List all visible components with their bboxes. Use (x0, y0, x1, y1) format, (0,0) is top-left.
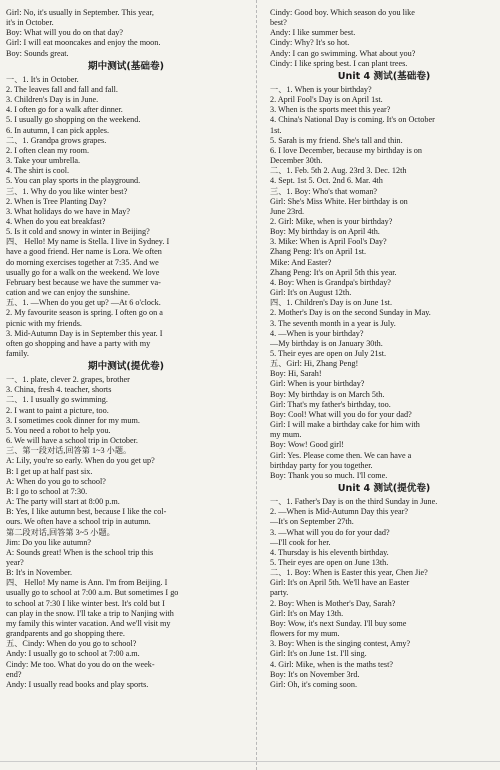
text-line: 三、1. Boy: Who's that woman? (270, 186, 378, 196)
text-line: 四、1. Children's Day is on June 1st. (270, 298, 393, 308)
text-line: to school at 7:30 I like winter best. It's cold but I (6, 598, 165, 608)
text-line: December 30th. (270, 156, 323, 166)
text-line: 4. I often go for a walk after dinner. (6, 105, 123, 115)
text-line: Boy: It's on November 3rd. (270, 669, 360, 679)
text-line: Boy: My birthday is on March 5th. (270, 389, 385, 399)
text-line: 3. Mid-Autumn Day is in September this year. I (6, 328, 163, 338)
text-line: 三、1. Why do you like winter best? (6, 186, 128, 196)
text-line: 1st. (270, 125, 282, 135)
text-line: Boy: What will you do on that day? (6, 28, 123, 38)
text-line: Girl: Oh, it's coming soon. (270, 679, 357, 689)
text-line: 2. The leaves fall and fall and fall. (6, 84, 118, 94)
text-line: 3. The seventh month in a year is July. (270, 318, 396, 328)
text-line: family. (6, 349, 29, 358)
text-line: 3. —What will you do for your dad? (270, 527, 390, 537)
text-line: Cindy: Why? It's so hot. (270, 38, 350, 48)
text-line: 3. I sometimes cook dinner for my mum. (6, 415, 140, 425)
text-line: B: Yes, I like autumn best, because I like the col- (6, 507, 167, 517)
text-line: Girl: It's on June 1st. I'll sing. (270, 649, 367, 659)
text-line: 5. You need a robot to help you. (6, 425, 111, 435)
text-line: 4. Thursday is his eleventh birthday. (270, 547, 389, 557)
text-line: 四、 Hello! My name is Ann. I'm from Beijing. I (6, 578, 168, 588)
text-line: picnic with my friends. (6, 318, 82, 328)
text-line: Cindy: Me too. What do you do on the week- (6, 659, 155, 669)
text-line: end? (6, 669, 22, 679)
text-line: Andy: I like summer best. (270, 28, 356, 38)
text-line: B: I go to school at 7:30. (6, 486, 88, 496)
text-line: 3. Mike: When is April Fool's Day? (270, 237, 387, 247)
text-line: best? (270, 18, 287, 28)
text-line: 3. When is the sports meet this year? (270, 105, 391, 115)
text-line: 二、1. I usually go swimming. (6, 395, 108, 405)
text-line: 5. Sarah is my friend. She's tall and thin. (270, 135, 403, 145)
text-line: 三、第一段对话,回答第 1~3 小题。 (6, 446, 132, 456)
text-line: —My birthday is on January 30th. (270, 338, 383, 348)
text-line: birthday party for you together. (270, 460, 373, 470)
text-line: 3. Boy: When is the singing contest, Amy? (270, 639, 411, 649)
text-line: Girl: It's on May 13th. (270, 608, 344, 618)
text-line: 4. Girl: Mike, when is the maths test? (270, 659, 394, 669)
text-line: can play in the snow. I'll take a trip to Nanjing with (6, 608, 174, 618)
text-line: Girl: I will eat mooncakes and enjoy the moon. (6, 38, 161, 48)
text-line: 4. Sept. 1st 5. Oct. 2nd 6. Mar. 4th (270, 176, 383, 186)
text-line: A: Sounds great! When is the school trip this (6, 547, 154, 557)
text-line: Boy: My birthday is on April 4th. (270, 227, 380, 237)
text-line: Jim: Do you like autumn? (6, 537, 92, 547)
text-line: 3. China, fresh 4. teacher, shorts (6, 385, 112, 395)
text-line: A: The party will start at 8:00 p.m. (6, 497, 120, 507)
text-line: it's in October. (6, 18, 54, 28)
section-heading: 期中测试(提优卷) (88, 361, 164, 373)
text-line: often go shopping and have a party with my (6, 338, 151, 348)
text-line: 3. Take your umbrella. (6, 156, 81, 166)
text-line: 5. You can play sports in the playground. (6, 176, 141, 186)
text-line: 二、1. Boy: When is Easter this year, Chen Jie? (270, 568, 428, 578)
section-heading: Unit 4 测试(提优卷) (337, 483, 431, 495)
text-line: 2. —When is Mid-Autumn Day this year? (270, 507, 409, 517)
text-line: 2. My favourite season is spring. I often go on a (6, 308, 163, 318)
text-line: Boy: Cool! What will you do for your dad? (270, 409, 412, 419)
text-line: cation and we can enjoy the sunshine. (6, 288, 130, 298)
text-line: ours. We often have a school trip in autumn. (6, 517, 151, 527)
text-line: 2. Boy: When is Mother's Day, Sarah? (270, 598, 396, 608)
text-line: 5. I usually go shopping on the weekend. (6, 115, 141, 125)
text-line: 2. April Fool's Day is on April 1st. (270, 95, 383, 105)
text-line: Boy: Thank you so much. I'll come. (270, 470, 388, 480)
text-line: my mum. (270, 430, 302, 440)
page-footer-edge (0, 761, 500, 770)
text-line: Girl: When is your birthday? (270, 379, 365, 389)
text-line: Andy: I can go swimming. What about you? (270, 48, 416, 58)
text-line: Boy: Wow, it's next Sunday. I'll buy some (270, 618, 407, 628)
text-line: B: It's in November. (6, 568, 73, 578)
text-line: 二、1. Grandpa grows grapes. (6, 135, 107, 145)
text-line: usually go to school at 7:00 a.m. But sometimes I go (6, 588, 179, 598)
text-line: —It's on September 27th. (270, 517, 354, 527)
text-line: Boy: Wow! Good girl! (270, 440, 345, 450)
text-line: 2. When is Tree Planting Day? (6, 196, 107, 206)
text-line: A: When do you go to school? (6, 476, 106, 486)
text-line: 一、1. Father's Day is on the third Sunday in June. (270, 497, 438, 507)
text-line: grandparents and go shopping there. (6, 629, 125, 639)
text-line: 2. Mother's Day is on the second Sunday in May. (270, 308, 431, 318)
text-line: Girl: I will make a birthday cake for him with (270, 420, 420, 430)
column-divider (256, 0, 257, 770)
text-line: 5. Their eyes are open on July 21st. (270, 349, 387, 358)
text-line: 一、1. When is your birthday? (270, 84, 372, 94)
text-line: Girl: That's my father's birthday, too. (270, 399, 391, 409)
text-line: Boy: Sounds great. (6, 48, 69, 58)
text-line: 3. What holidays do we have in May? (6, 206, 130, 216)
text-line: my family this winter vacation. And we'll visit my (6, 618, 171, 628)
text-line: 3. Children's Day is in June. (6, 95, 99, 105)
text-line: 5. Their eyes are open on June 13th. (270, 557, 389, 567)
text-line: 一、1. It's in October. (6, 74, 79, 84)
text-line: 4. —When is your birthday? (270, 328, 364, 338)
text-line: Boy: Hi, Sarah! (270, 369, 322, 379)
text-line: Girl: Yes. Please come then. We can have a (270, 450, 412, 460)
text-line: A: Lily, you're so early. When do you get up? (6, 456, 155, 466)
text-line: B: I get up at half past six. (6, 466, 93, 476)
text-line: June 23rd. (270, 206, 305, 216)
text-line: 4. When do you eat breakfast? (6, 216, 106, 226)
text-line: 一、1. plate, clever 2. grapes, brother (6, 375, 130, 385)
text-line: February best because we have the summer va- (6, 277, 161, 287)
text-line: 4. Boy: When is Grandpa's birthday? (270, 277, 391, 287)
text-line: 五、1. —When do you get up? —At 6 o'clock. (6, 298, 161, 308)
text-line: 6. In autumn, I can pick apples. (6, 125, 109, 135)
text-line: Mike: And Easter? (270, 257, 332, 267)
text-line: 2. Girl: Mike, when is your birthday? (270, 216, 393, 226)
text-line: Girl: It's on April 5th. We'll have an Easter (270, 578, 410, 588)
text-line: 二、1. Feb. 5th 2. Aug. 23rd 3. Dec. 12th (270, 166, 407, 176)
text-line: Cindy: Good boy. Which season do you like (270, 8, 415, 17)
text-line: 4. China's National Day is coming. It's on October (270, 115, 435, 125)
text-line: Cindy: I like spring best. I can plant trees. (270, 58, 408, 68)
right-column (270, 8, 498, 690)
left-column (6, 8, 246, 690)
text-line: 五、Cindy: When do you go to school? (6, 639, 137, 649)
text-line: 四、 Hello! My name is Stella. I live in Sydney. I (6, 237, 170, 247)
text-line: Andy: I usually go to school at 7:00 a.m. (6, 649, 140, 659)
text-line: 5. Is it cold and snowy in winter in Beijing? (6, 227, 150, 237)
text-line: 2. I want to paint a picture, too. (6, 405, 109, 415)
text-line: flowers for my mum. (270, 629, 340, 639)
text-line: 五、Girl: Hi, Zhang Peng! (270, 359, 359, 369)
text-line: Zhang Peng: It's on April 5th this year. (270, 267, 397, 277)
section-heading: 期中测试(基础卷) (88, 60, 164, 72)
text-line: 4. The shirt is cool. (6, 166, 70, 176)
text-line: Girl: No, it's usually in September. This year, (6, 8, 154, 17)
text-line: 第二段对话,回答第 3~5 小题。 (6, 527, 115, 537)
section-heading: Unit 4 测试(基础卷) (337, 70, 431, 82)
text-line: 2. I often clean my room. (6, 145, 89, 155)
text-line: —I'll cook for her. (270, 537, 331, 547)
text-line: Zhang Peng: It's on April 1st. (270, 247, 367, 257)
text-line: Girl: It's on August 12th. (270, 288, 352, 298)
text-line: have a good friend. Her name is Lora. We often (6, 247, 162, 257)
text-line: Girl: She's Miss White. Her birthday is on (270, 196, 408, 206)
text-line: party. (270, 588, 289, 598)
text-line: do morning exercises together at 7:35. And we (6, 257, 159, 267)
text-line: usually go for a walk on the weekend. We love (6, 267, 160, 277)
text-line: 6. We will have a school trip in October. (6, 436, 138, 446)
text-line: year? (6, 557, 24, 567)
text-line: Andy: I usually read books and play sports. (6, 679, 149, 689)
text-line: 6. I love December, because my birthday is on (270, 145, 422, 155)
